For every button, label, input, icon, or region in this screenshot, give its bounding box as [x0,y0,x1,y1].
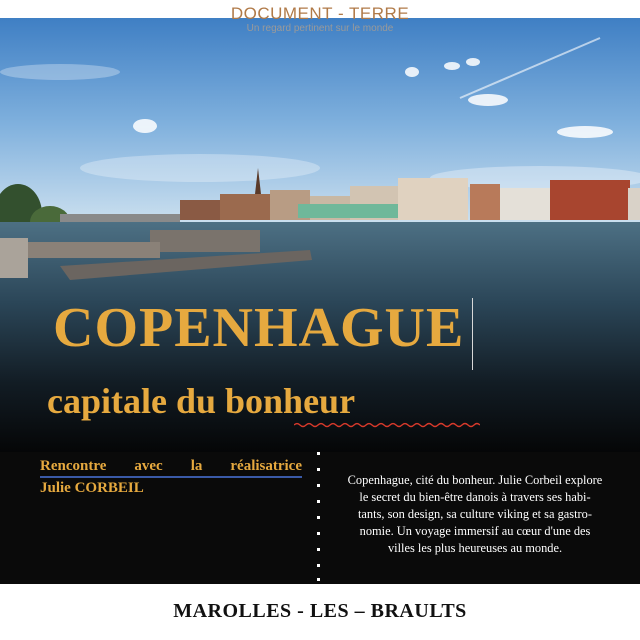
brand-title: DOCUMENT - TERRE [230,4,410,23]
dotted-divider [316,452,322,582]
description-line: Copenhague, cité du bonheur. Julie Corbeil explore [347,473,603,487]
director-name: Julie CORBEIL [40,480,144,496]
description-line: nomie. Un voyage immersif au cœur d'une des [359,524,591,538]
spellcheck-underline [294,422,480,428]
description-line: le secret du bien-être danois à travers ses habi- [359,490,591,504]
description-line: tants, son design, sa culture viking et sa gastro- [357,507,592,521]
footer-location: MAROLLES - LES – BRAULTS [173,600,467,622]
meeting-heading [40,458,302,478]
description-line: villes les plus heureuses au monde. [387,541,563,555]
brand-tagline: Un regard pertinent sur le monde [246,23,394,34]
meeting-word: la [190,458,203,474]
cover-title: COPENHAGUE [53,297,465,359]
meeting-word: Rencontre [40,458,107,474]
meeting-word: avec [134,458,163,474]
meeting-block [40,458,310,497]
text-cursor [472,298,473,370]
meeting-word: réalisatrice [230,458,302,474]
cover-subtitle: capitale du bonheur [47,381,356,421]
film-description [330,472,620,557]
